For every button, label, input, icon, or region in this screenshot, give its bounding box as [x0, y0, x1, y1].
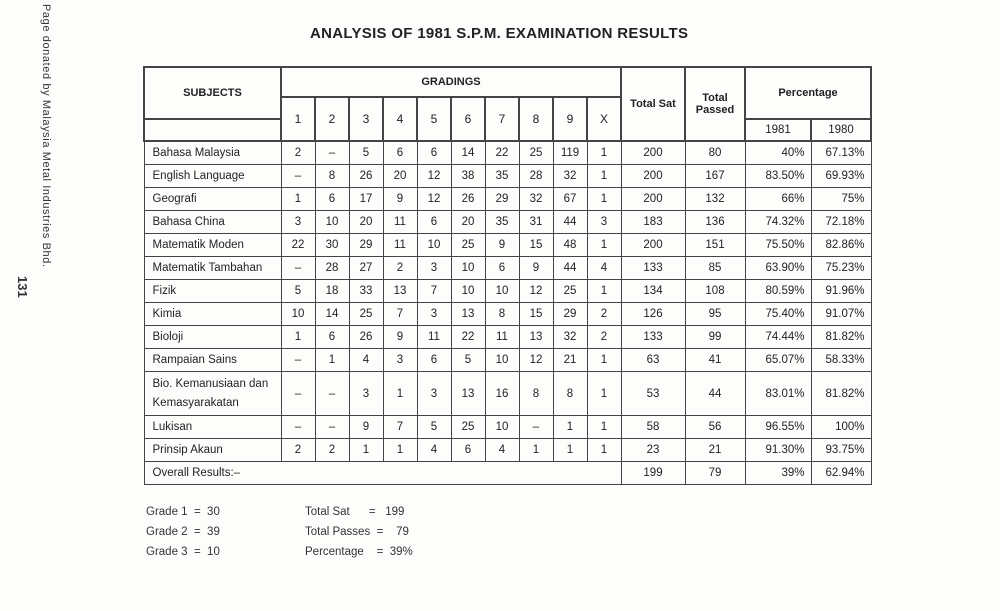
- grade-count-cell: 35: [485, 165, 519, 188]
- subject-cell: Bahasa Malaysia: [144, 141, 281, 165]
- grade-count-cell: 15: [519, 234, 553, 257]
- total-sat-cell: 134: [621, 280, 685, 303]
- subject-cell: Bio. Kemanusiaan dan Kemasyarakatan: [144, 372, 281, 416]
- total-sat-header: Total Sat: [621, 67, 685, 141]
- grade-count-cell: 13: [519, 326, 553, 349]
- overall-1980-cell: 62.94%: [811, 462, 871, 485]
- grade-count-cell: 13: [383, 280, 417, 303]
- grade-count-cell: 13: [451, 303, 485, 326]
- subject-cell: Lukisan: [144, 416, 281, 439]
- grade-count-cell: 12: [417, 165, 451, 188]
- percentage-1981-cell: 74.44%: [745, 326, 811, 349]
- grade-count-cell: 4: [587, 257, 621, 280]
- grade-count-cell: 1: [553, 416, 587, 439]
- grade-count-cell: 48: [553, 234, 587, 257]
- grade-count-cell: 6: [315, 188, 349, 211]
- total-sat-cell: 53: [621, 372, 685, 416]
- grade-count-cell: 1: [281, 188, 315, 211]
- grade-count-cell: 38: [451, 165, 485, 188]
- grade-count-cell: 44: [553, 257, 587, 280]
- total-sat-cell: 58: [621, 416, 685, 439]
- grade-count-cell: 1: [587, 234, 621, 257]
- grade-count-cell: 14: [451, 141, 485, 165]
- total-sat-cell: 200: [621, 188, 685, 211]
- grade-count-cell: 2: [281, 141, 315, 165]
- overall-passed-cell: 79: [685, 462, 745, 485]
- grade-count-cell: 20: [451, 211, 485, 234]
- grade-count-cell: 67: [553, 188, 587, 211]
- grade-count-cell: 1: [281, 326, 315, 349]
- percentage-1981-cell: 66%: [745, 188, 811, 211]
- grade-count-cell: 11: [383, 234, 417, 257]
- grade-count-cell: –: [281, 165, 315, 188]
- percentage-1981-cell: 91.30%: [745, 439, 811, 462]
- total-sat-cell: 23: [621, 439, 685, 462]
- grade-count-cell: 32: [553, 326, 587, 349]
- grade-summary-line: Grade 2 = 39: [146, 526, 220, 538]
- total-sat-cell: 200: [621, 141, 685, 165]
- grade-count-cell: 9: [349, 416, 383, 439]
- grade-count-cell: 10: [451, 280, 485, 303]
- total-sat-cell: 126: [621, 303, 685, 326]
- grade-count-cell: 1: [587, 141, 621, 165]
- grade-col-header: X: [587, 97, 621, 141]
- grade-count-cell: 44: [553, 211, 587, 234]
- percentage-1981-cell: 75.50%: [745, 234, 811, 257]
- grade-count-cell: 32: [553, 165, 587, 188]
- subjects-header-spacer: [144, 119, 281, 141]
- grade-count-cell: 12: [519, 349, 553, 372]
- subject-cell: Matematik Tambahan: [144, 257, 281, 280]
- grade-count-cell: 9: [383, 326, 417, 349]
- subject-cell: English Language: [144, 165, 281, 188]
- grade-summary: [146, 506, 276, 566]
- percentage-1980-cell: 81.82%: [811, 326, 871, 349]
- grade-col-header: 6: [451, 97, 485, 141]
- year-header: 1981: [745, 119, 811, 141]
- grade-count-cell: 1: [553, 439, 587, 462]
- subject-cell: Matematik Moden: [144, 234, 281, 257]
- grade-count-cell: 3: [417, 257, 451, 280]
- grade-count-cell: 10: [485, 349, 519, 372]
- table-row: [144, 211, 871, 234]
- total-sat-cell: 63: [621, 349, 685, 372]
- grade-count-cell: 2: [587, 303, 621, 326]
- grade-count-cell: 6: [417, 211, 451, 234]
- percentage-1980-cell: 75.23%: [811, 257, 871, 280]
- grade-count-cell: 10: [485, 280, 519, 303]
- totals-summary-line: Percentage = 39%: [305, 546, 413, 558]
- total-passed-cell: 167: [685, 165, 745, 188]
- grade-count-cell: 22: [451, 326, 485, 349]
- grade-count-cell: 10: [451, 257, 485, 280]
- percentage-1980-cell: 93.75%: [811, 439, 871, 462]
- subjects-header: SUBJECTS: [144, 67, 281, 119]
- subject-cell: Fizik: [144, 280, 281, 303]
- total-sat-cell: 200: [621, 165, 685, 188]
- grade-count-cell: 22: [281, 234, 315, 257]
- grade-count-cell: 25: [553, 280, 587, 303]
- grade-count-cell: 1: [349, 439, 383, 462]
- percentage-1980-cell: 69.93%: [811, 165, 871, 188]
- percentage-1981-cell: 75.40%: [745, 303, 811, 326]
- grade-count-cell: –: [281, 257, 315, 280]
- grade-count-cell: 1: [587, 165, 621, 188]
- totals-summary-line: Total Passes = 79: [305, 526, 409, 538]
- grade-count-cell: 10: [315, 211, 349, 234]
- percentage-1981-cell: 65.07%: [745, 349, 811, 372]
- grade-count-cell: 1: [587, 439, 621, 462]
- grade-summary-line: Grade 1 = 30: [146, 506, 220, 518]
- percentage-header: Percentage: [745, 67, 871, 119]
- grade-count-cell: 7: [383, 416, 417, 439]
- table-row: [144, 439, 871, 462]
- grade-count-cell: 29: [485, 188, 519, 211]
- table-row: [144, 280, 871, 303]
- grade-count-cell: 3: [281, 211, 315, 234]
- grade-count-cell: 31: [519, 211, 553, 234]
- total-passed-cell: 21: [685, 439, 745, 462]
- grade-count-cell: 8: [485, 303, 519, 326]
- grade-count-cell: 1: [315, 349, 349, 372]
- grade-count-cell: –: [315, 416, 349, 439]
- total-sat-cell: 133: [621, 326, 685, 349]
- grade-count-cell: 1: [587, 188, 621, 211]
- grade-count-cell: 20: [349, 211, 383, 234]
- grade-count-cell: 1: [587, 349, 621, 372]
- grade-count-cell: 35: [485, 211, 519, 234]
- grade-col-header: 1: [281, 97, 315, 141]
- grade-count-cell: 5: [451, 349, 485, 372]
- results-table: [143, 66, 872, 485]
- table-row: [144, 165, 871, 188]
- grade-count-cell: 12: [519, 280, 553, 303]
- grade-count-cell: 6: [451, 439, 485, 462]
- grade-col-header: 8: [519, 97, 553, 141]
- grade-count-cell: 25: [349, 303, 383, 326]
- totals-summary-line: Total Sat = 199: [305, 506, 405, 518]
- grade-summary-line: Grade 3 = 10: [146, 546, 220, 558]
- gradings-header: GRADINGS: [281, 67, 621, 97]
- total-passed-cell: 80: [685, 141, 745, 165]
- subject-cell: Kimia: [144, 303, 281, 326]
- subject-cell: Prinsip Akaun: [144, 439, 281, 462]
- grade-count-cell: 3: [417, 303, 451, 326]
- grade-count-cell: 12: [417, 188, 451, 211]
- percentage-1980-cell: 81.82%: [811, 372, 871, 416]
- grade-count-cell: –: [281, 416, 315, 439]
- grade-count-cell: 5: [281, 280, 315, 303]
- table-row: [144, 416, 871, 439]
- grade-count-cell: 16: [485, 372, 519, 416]
- grade-count-cell: 1: [519, 439, 553, 462]
- table-row: [144, 234, 871, 257]
- grade-count-cell: 6: [417, 141, 451, 165]
- subject-cell: Bioloji: [144, 326, 281, 349]
- percentage-1980-cell: 82.86%: [811, 234, 871, 257]
- grade-count-cell: 6: [485, 257, 519, 280]
- grade-count-cell: 4: [349, 349, 383, 372]
- total-sat-cell: 133: [621, 257, 685, 280]
- grade-count-cell: 3: [383, 349, 417, 372]
- grade-count-cell: 1: [587, 372, 621, 416]
- grade-count-cell: 30: [315, 234, 349, 257]
- total-passed-cell: 56: [685, 416, 745, 439]
- grade-count-cell: 29: [349, 234, 383, 257]
- table-row: [144, 372, 871, 416]
- grade-count-cell: 13: [451, 372, 485, 416]
- grade-count-cell: 119: [553, 141, 587, 165]
- grade-count-cell: 14: [315, 303, 349, 326]
- grade-col-header: 7: [485, 97, 519, 141]
- percentage-1981-cell: 83.01%: [745, 372, 811, 416]
- grade-count-cell: 33: [349, 280, 383, 303]
- total-passed-cell: 41: [685, 349, 745, 372]
- grade-count-cell: 2: [315, 439, 349, 462]
- table-row: [144, 257, 871, 280]
- overall-1981-cell: 39%: [745, 462, 811, 485]
- subject-cell: Geografi: [144, 188, 281, 211]
- total-passed-header: Total Passed: [685, 67, 745, 141]
- grade-count-cell: –: [281, 372, 315, 416]
- percentage-1981-cell: 63.90%: [745, 257, 811, 280]
- grade-count-cell: 4: [485, 439, 519, 462]
- grade-count-cell: 26: [349, 326, 383, 349]
- page-number: 131: [15, 276, 30, 298]
- page-title: ANALYSIS OF 1981 S.P.M. EXAMINATION RESULTS: [310, 25, 689, 42]
- grade-count-cell: 32: [519, 188, 553, 211]
- overall-sat-cell: 199: [621, 462, 685, 485]
- grade-col-header: 5: [417, 97, 451, 141]
- grade-col-header: 3: [349, 97, 383, 141]
- grade-count-cell: 1: [587, 416, 621, 439]
- percentage-1980-cell: 75%: [811, 188, 871, 211]
- grade-count-cell: 4: [417, 439, 451, 462]
- grade-count-cell: 20: [383, 165, 417, 188]
- percentage-1980-cell: 100%: [811, 416, 871, 439]
- total-passed-cell: 95: [685, 303, 745, 326]
- grade-count-cell: 6: [383, 141, 417, 165]
- grade-count-cell: 15: [519, 303, 553, 326]
- grade-count-cell: 11: [383, 211, 417, 234]
- total-passed-cell: 44: [685, 372, 745, 416]
- table-row: [144, 326, 871, 349]
- grade-count-cell: 22: [485, 141, 519, 165]
- grade-count-cell: 11: [417, 326, 451, 349]
- total-passed-cell: 136: [685, 211, 745, 234]
- overall-label: Overall Results:–: [144, 462, 621, 485]
- grade-col-header: 4: [383, 97, 417, 141]
- table-row: [144, 141, 871, 165]
- grade-count-cell: 9: [485, 234, 519, 257]
- grade-count-cell: –: [519, 416, 553, 439]
- grade-col-header: 2: [315, 97, 349, 141]
- grade-count-cell: 6: [315, 326, 349, 349]
- percentage-1981-cell: 40%: [745, 141, 811, 165]
- percentage-1980-cell: 58.33%: [811, 349, 871, 372]
- grade-count-cell: –: [315, 141, 349, 165]
- grade-count-cell: 10: [485, 416, 519, 439]
- total-sat-cell: 200: [621, 234, 685, 257]
- table-row: [144, 349, 871, 372]
- total-passed-cell: 151: [685, 234, 745, 257]
- grade-count-cell: 9: [519, 257, 553, 280]
- grade-count-cell: 6: [417, 349, 451, 372]
- grade-count-cell: 7: [383, 303, 417, 326]
- grade-count-cell: 17: [349, 188, 383, 211]
- grade-count-cell: 7: [417, 280, 451, 303]
- grade-count-cell: 5: [349, 141, 383, 165]
- grade-count-cell: 27: [349, 257, 383, 280]
- grade-count-cell: 26: [349, 165, 383, 188]
- total-passed-cell: 132: [685, 188, 745, 211]
- grade-count-cell: 3: [349, 372, 383, 416]
- side-caption: Page donated by Malaysia Metal Industries Bhd.: [40, 4, 52, 268]
- table-row: [144, 303, 871, 326]
- total-passed-cell: 108: [685, 280, 745, 303]
- grade-count-cell: 25: [451, 234, 485, 257]
- grade-count-cell: –: [315, 372, 349, 416]
- grade-count-cell: 1: [587, 280, 621, 303]
- total-passed-cell: 99: [685, 326, 745, 349]
- grade-count-cell: 28: [519, 165, 553, 188]
- percentage-1981-cell: 83.50%: [745, 165, 811, 188]
- grade-count-cell: 28: [315, 257, 349, 280]
- percentage-1981-cell: 80.59%: [745, 280, 811, 303]
- grade-count-cell: 11: [485, 326, 519, 349]
- grade-count-cell: 1: [383, 439, 417, 462]
- grade-count-cell: 9: [383, 188, 417, 211]
- percentage-1980-cell: 72.18%: [811, 211, 871, 234]
- grade-count-cell: 5: [417, 416, 451, 439]
- grade-count-cell: 8: [553, 372, 587, 416]
- grade-count-cell: 10: [417, 234, 451, 257]
- overall-row: [144, 462, 871, 485]
- grade-count-cell: 8: [315, 165, 349, 188]
- grade-count-cell: 21: [553, 349, 587, 372]
- year-header: 1980: [811, 119, 871, 141]
- grade-count-cell: 8: [519, 372, 553, 416]
- grade-col-header: 9: [553, 97, 587, 141]
- percentage-1980-cell: 91.07%: [811, 303, 871, 326]
- grade-count-cell: –: [281, 349, 315, 372]
- grade-count-cell: 2: [587, 326, 621, 349]
- grade-count-cell: 29: [553, 303, 587, 326]
- percentage-1980-cell: 91.96%: [811, 280, 871, 303]
- subject-cell: Rampaian Sains: [144, 349, 281, 372]
- subject-cell: Bahasa China: [144, 211, 281, 234]
- percentage-1981-cell: 74.32%: [745, 211, 811, 234]
- grade-count-cell: 2: [281, 439, 315, 462]
- percentage-1981-cell: 96.55%: [745, 416, 811, 439]
- grade-count-cell: 3: [417, 372, 451, 416]
- grade-count-cell: 3: [587, 211, 621, 234]
- grade-count-cell: 18: [315, 280, 349, 303]
- total-passed-cell: 85: [685, 257, 745, 280]
- grade-count-cell: 2: [383, 257, 417, 280]
- grade-count-cell: 25: [451, 416, 485, 439]
- table-row: [144, 188, 871, 211]
- percentage-1980-cell: 67.13%: [811, 141, 871, 165]
- grade-count-cell: 26: [451, 188, 485, 211]
- grade-count-cell: 25: [519, 141, 553, 165]
- grade-count-cell: 10: [281, 303, 315, 326]
- total-sat-cell: 183: [621, 211, 685, 234]
- totals-summary: [305, 506, 465, 566]
- grade-count-cell: 1: [383, 372, 417, 416]
